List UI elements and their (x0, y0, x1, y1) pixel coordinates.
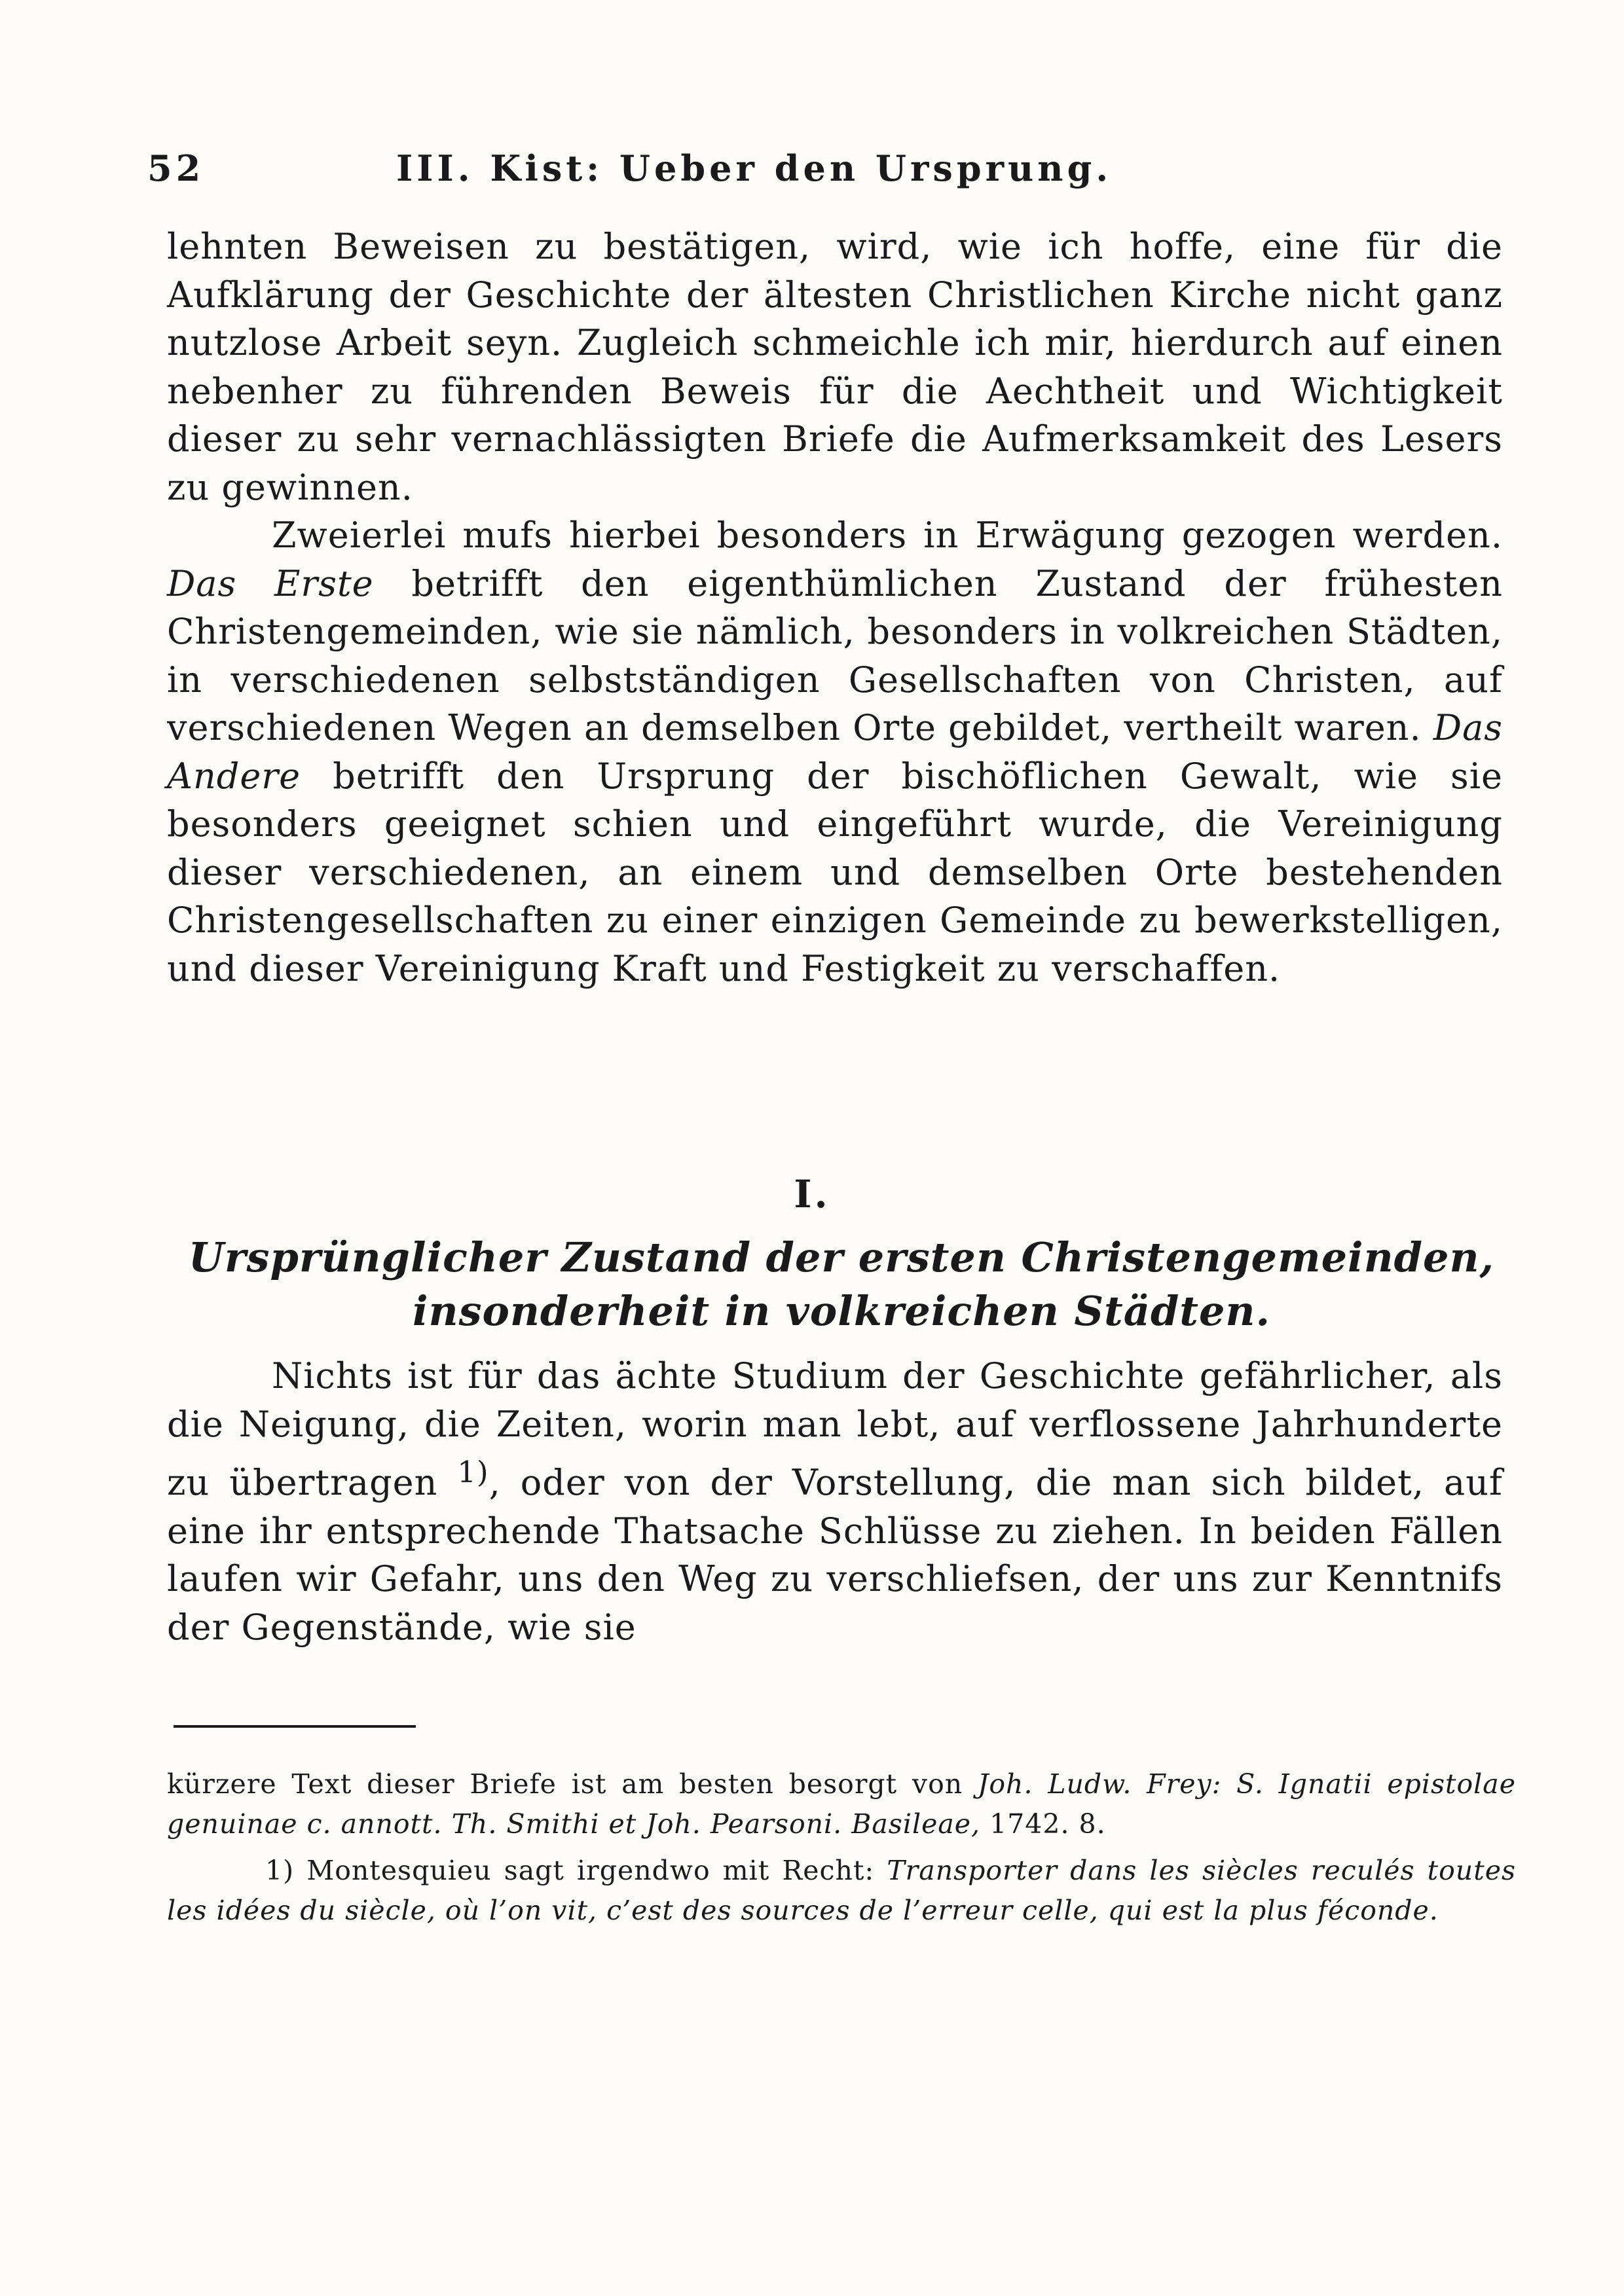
running-head (147, 147, 1254, 206)
paragraph-text: betrifft den Ursprung der bischöflichen Gewalt, wie sie besonders geeignet schien und eingeführt wurde, die Vereinigung dieser verschiedenen, an einem und demselben Orte bestehenden Christengesellschaften zu einer einzigen Gemeinde zu bewerkstelligen, und dieser Vereinigung Kraft und Festigkeit zu verschaffen. (167, 755, 1503, 989)
footnote-text: kürzere Text dieser Briefe ist am besten besorgt von (167, 1768, 963, 1800)
emphasis-text: Das Andere (167, 707, 1503, 797)
footnote-citation: Joh. Ludw. Frey: S. Ignatii epistolae genuinae c. annott. Th. Smithi et Joh. Pearsoni. (167, 1768, 1516, 1840)
footnote-place: Basileae, (851, 1808, 981, 1840)
paragraph-text: Zweierlei mufs hierbei besonders in Erwägung gezogen werden. (272, 515, 1503, 556)
paragraph (167, 1352, 1503, 1651)
paragraph (167, 511, 1503, 993)
section-number: I. (794, 1172, 830, 1216)
running-title: III. Kist: Ueber den Ursprung. (396, 147, 1113, 189)
paragraph-text: , oder von der Vorstellung, die man sich bildet, auf eine ihr entsprechende Thatsache Schlüsse zu ziehen. In beiden Fällen laufen wir Gefahr, uns den Weg zu verschliefsen, der uns zur Kenntnifs der Gegenstände, wie sie (167, 1462, 1503, 1648)
continued-paragraph: lehnten Beweisen zu bestätigen, wird, wie ich hoffe, eine für die Aufklärung der Geschichte der ältesten Christlichen Kirche nicht ganz nutzlose Arbeit seyn. Zugleich schmeichle ich mir, hierdurch auf einen nebenher zu führenden Beweis für die Aechtheit und Wichtigkeit dieser zu sehr vernachlässigten Briefe die Aufmerksamkeit des Lesers zu gewinnen. (167, 226, 1503, 508)
body-text-upper (167, 223, 1503, 993)
footnote-1 (167, 1851, 1516, 1931)
footnotes (167, 1764, 1516, 1931)
emphasis-text: Das Erste (167, 562, 374, 604)
footnote-reference: 1) (457, 1455, 489, 1489)
footnote-quote: Transporter dans les siècles reculés toutes les idées du siècle, où l’on vit, c’est des sources de l’erreur celle, qui est la plus féconde. (167, 1855, 1516, 1926)
paragraph-text: Nichts ist für das ächte Studium der Geschichte gefährlicher, als die Neigung, die Zeiten, worin man lebt, auf verflossene Jahrhunderte zu übertragen (167, 1355, 1503, 1503)
footnote-continued (167, 1764, 1516, 1844)
footnote-divider (174, 1725, 416, 1728)
footnote-marker: 1) (265, 1855, 295, 1886)
section-heading: Ursprünglicher Zustand der ersten Christengemeinden, insonderheit in volkreichen Städten. (188, 1233, 1495, 1335)
footnote-author: Montesquieu (306, 1855, 492, 1886)
footnote-year: 1742. 8. (989, 1808, 1106, 1840)
page-number: 52 (147, 147, 205, 189)
paragraph-text: betrifft den eigenthümlichen Zustand der frühesten Christengemeinden, wie sie nämlich, besonders in volkreichen Städten, in verschiedenen selbstständigen Gesellschaften von Christen, auf verschiedenen Wegen an demselben Orte gebildet, vertheilt waren. (167, 562, 1504, 748)
footnote-text: sagt irgendwo mit Recht: (504, 1855, 875, 1886)
body-text-lower (167, 1352, 1503, 1651)
